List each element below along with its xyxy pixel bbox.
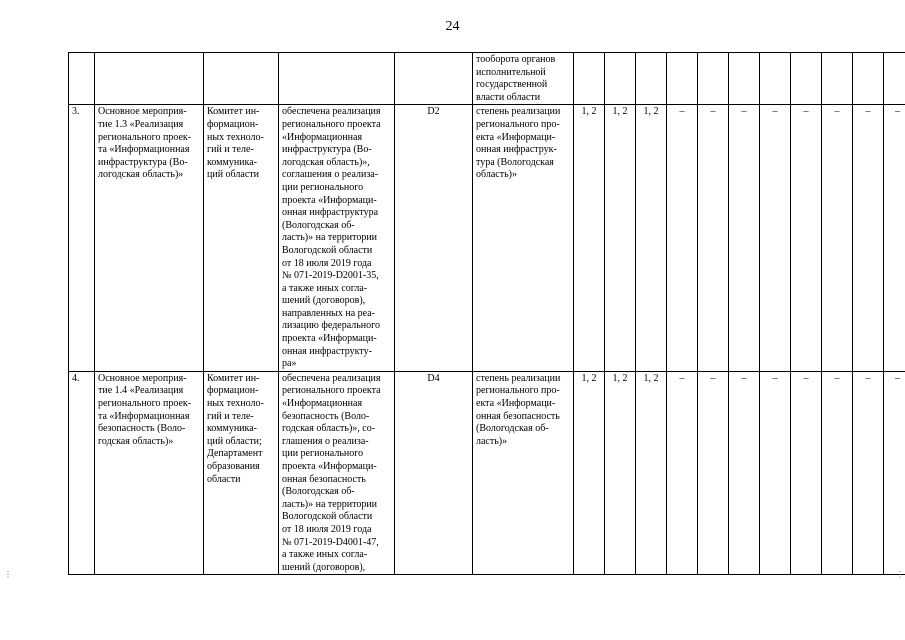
value-cell: [605, 53, 636, 105]
value-cell: –: [698, 371, 729, 575]
value-cell: [822, 53, 853, 105]
value-cell: –: [729, 105, 760, 371]
value-cell: –: [760, 371, 791, 575]
value-cell: [791, 53, 822, 105]
code-cell: D2: [395, 105, 473, 371]
value-cell: [574, 53, 605, 105]
row-number-cell: [69, 53, 95, 105]
program-events-table: [68, 52, 905, 575]
value-cell: [884, 53, 905, 105]
code-cell: [395, 53, 473, 105]
value-cell: –: [791, 371, 822, 575]
result-cell: обеспечена реализация регионального проекта «Информационная безопасность (Воло- годская область)», со- глашения о реализа- ции регионального проекта «Информаци- онная безопасность (Вологодская об- ласть)» на территории Вологодской области от 18 июля 2019 года № 071-2019-D4001-47, а также иных согла- шений (договоров),: [279, 371, 395, 575]
event-cell: Основное мероприя- тие 1.4 «Реализация регионального проек- та «Информационная безопасность (Воло- годская область)»: [95, 371, 204, 575]
table-row: [69, 105, 905, 371]
value-cell: [729, 53, 760, 105]
row-number-cell: 3.: [69, 105, 95, 371]
value-cell: –: [667, 371, 698, 575]
value-cell: 1, 2: [605, 371, 636, 575]
indicator-cell: степень реализации регионального про- екта «Информаци- онная инфраструк- тура (Вологодская область)»: [473, 105, 574, 371]
value-cell: 1, 2: [605, 105, 636, 371]
value-cell: –: [853, 371, 884, 575]
page-number: 24: [445, 19, 460, 34]
indicator-cell: тооборота органов исполнительной государственной власти области: [473, 53, 574, 105]
value-cell: [667, 53, 698, 105]
table-row: [69, 53, 905, 105]
value-cell: 1, 2: [574, 105, 605, 371]
value-cell: –: [822, 105, 853, 371]
value-cell: –: [884, 105, 905, 371]
value-cell: –: [667, 105, 698, 371]
indicator-cell: степень реализации регионального про- екта «Информаци- онная безопасность (Вологодская об- ласть)»: [473, 371, 574, 575]
executor-cell: [204, 53, 279, 105]
result-cell: обеспечена реализация регионального проекта «Информационная инфраструктура (Во- логодская область)», соглашения о реализа- ции регионального проекта «Информаци- онная инфраструктура (Вологодская об- ласть)» на территории Вологодской области от 18 июля 2019 года № 071-2019-D2001-35, а также иных согла- шений (договоров), направленных на реа- лизацию федерального проекта «Информаци- онная инфраструкту- ра»: [279, 105, 395, 371]
value-cell: [853, 53, 884, 105]
value-cell: –: [729, 371, 760, 575]
code-cell: D4: [395, 371, 473, 575]
event-cell: Основное мероприя- тие 1.3 «Реализация регионального проек- та «Информационная инфраструктура (Во- логодская область)»: [95, 105, 204, 371]
value-cell: –: [853, 105, 884, 371]
result-cell: [279, 53, 395, 105]
scan-edge-mark: ⋮: [896, 570, 904, 579]
event-cell: [95, 53, 204, 105]
table-row: [69, 371, 905, 575]
value-cell: –: [698, 105, 729, 371]
value-cell: –: [884, 371, 905, 575]
value-cell: [698, 53, 729, 105]
executor-cell: Комитет ин- формацион- ных техноло- гий и теле- коммуника- ций области: [204, 105, 279, 371]
value-cell: –: [791, 105, 822, 371]
row-number-cell: 4.: [69, 371, 95, 575]
value-cell: –: [760, 105, 791, 371]
value-cell: 1, 2: [574, 371, 605, 575]
scan-edge-mark: ⋮: [4, 570, 12, 579]
value-cell: [760, 53, 791, 105]
executor-cell: Комитет ин- формацион- ных техноло- гий и теле- коммуника- ций области; Департамент образования области: [204, 371, 279, 575]
value-cell: 1, 2: [636, 371, 667, 575]
value-cell: 1, 2: [636, 105, 667, 371]
value-cell: [636, 53, 667, 105]
value-cell: –: [822, 371, 853, 575]
